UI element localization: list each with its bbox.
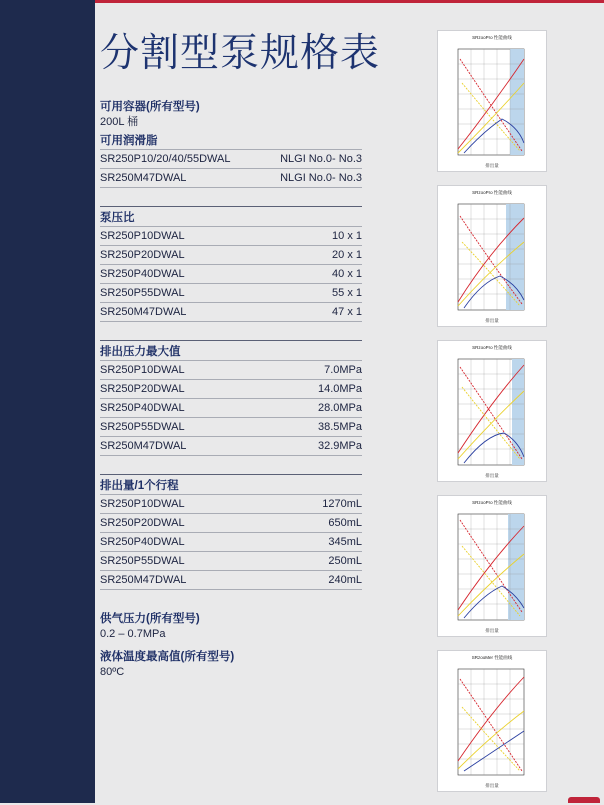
- row-value: NLGI No.0- No.3: [280, 153, 362, 165]
- table-row: [100, 399, 362, 418]
- table-row: [100, 265, 362, 284]
- row-model: SR250P55DWAL: [100, 287, 185, 299]
- pressure-heading: 排出压力最大值: [100, 346, 181, 358]
- row-value: 47 x 1: [332, 306, 362, 318]
- performance-chart: [437, 185, 547, 327]
- row-value: 40 x 1: [332, 268, 362, 280]
- table-row: [100, 571, 362, 590]
- table-row: [100, 495, 362, 514]
- x-axis-label: 排出量: [485, 163, 499, 168]
- table-row: [100, 380, 362, 399]
- x-axis-label: 排出量: [485, 783, 499, 788]
- container-heading: 可用容器(所有型号): [100, 101, 200, 113]
- row-model: SR250M47DWAL: [100, 440, 187, 452]
- table-row: [100, 361, 362, 380]
- table-row: [100, 552, 362, 571]
- chart-title: SRzooPro 性能曲线: [472, 345, 512, 350]
- row-model: SR250P10/20/40/55DWAL: [100, 153, 231, 165]
- row-value: 345mL: [328, 536, 362, 548]
- table-row: [100, 169, 362, 188]
- performance-chart-column: [437, 30, 547, 805]
- row-value: 650mL: [328, 517, 362, 529]
- row-model: SR250M47DWAL: [100, 574, 187, 586]
- container-value: 200L 桶: [100, 116, 139, 128]
- discharge-rows: [100, 494, 362, 590]
- chart-title: SRzooPro 性能曲线: [472, 500, 512, 505]
- x-axis-label: 排出量: [485, 473, 499, 478]
- table-row: [100, 227, 362, 246]
- section-divider: [100, 474, 362, 475]
- row-value: 28.0MPa: [317, 402, 362, 414]
- row-value: 55 x 1: [332, 287, 362, 299]
- row-value: 250mL: [328, 555, 362, 567]
- performance-chart: [437, 495, 547, 637]
- row-model: SR250P10DWAL: [100, 230, 185, 242]
- chart-title: SRzooMer 性能曲线: [471, 655, 513, 660]
- table-row: [100, 533, 362, 552]
- chart-title: SRzooPro 性能曲线: [472, 35, 512, 40]
- navy-side-band: [0, 0, 95, 803]
- row-model: SR250P20DWAL: [100, 517, 185, 529]
- lubricant-rows: [100, 149, 362, 188]
- row-model: SR250P10DWAL: [100, 364, 185, 376]
- lubricant-heading: 可用润滑脂: [100, 135, 158, 147]
- row-value: 1270mL: [322, 498, 362, 510]
- row-model: SR250P40DWAL: [100, 402, 185, 414]
- row-model: SR250P40DWAL: [100, 536, 185, 548]
- row-model: SR250P20DWAL: [100, 383, 185, 395]
- row-model: SR250P40DWAL: [100, 268, 185, 280]
- page-title: 分割型泵规格表: [100, 31, 381, 76]
- row-value: 7.0MPa: [324, 364, 362, 376]
- performance-chart: [437, 650, 547, 792]
- discharge-heading: 排出量/1个行程: [100, 480, 179, 492]
- air-supply-value: 0.2 – 0.7MPa: [100, 628, 166, 640]
- performance-chart: [437, 30, 547, 172]
- table-row: [100, 437, 362, 456]
- pressure-rows: [100, 360, 362, 456]
- x-axis-label: 排出量: [485, 628, 499, 633]
- fluid-temp-value: 80ºC: [100, 666, 125, 678]
- page-corner-tab: [568, 797, 600, 803]
- air-supply-heading: 供气压力(所有型号): [100, 613, 200, 625]
- x-axis-label: 排出量: [485, 318, 499, 323]
- row-model: SR250M47DWAL: [100, 172, 187, 184]
- row-model: SR250P55DWAL: [100, 555, 185, 567]
- row-value: 32.9MPa: [317, 440, 362, 452]
- row-model: SR250P55DWAL: [100, 421, 185, 433]
- fluid-temp-heading: 液体温度最高值(所有型号): [100, 651, 235, 663]
- row-model: SR250P10DWAL: [100, 498, 185, 510]
- chart-title: SRzooPro 性能曲线: [472, 190, 512, 195]
- table-row: [100, 284, 362, 303]
- row-value: 10 x 1: [332, 230, 362, 242]
- ratio-rows: [100, 226, 362, 322]
- row-value: 38.5MPa: [317, 421, 362, 433]
- row-value: 20 x 1: [332, 249, 362, 261]
- section-divider: [100, 206, 362, 207]
- table-row: [100, 303, 362, 322]
- row-model: SR250P20DWAL: [100, 249, 185, 261]
- section-divider: [100, 340, 362, 341]
- row-value: NLGI No.0- No.3: [280, 172, 362, 184]
- table-row: [100, 246, 362, 265]
- row-model: SR250M47DWAL: [100, 306, 187, 318]
- row-value: 240mL: [328, 574, 362, 586]
- table-row: [100, 514, 362, 533]
- spec-table: [100, 99, 362, 680]
- table-row: [100, 418, 362, 437]
- row-value: 14.0MPa: [317, 383, 362, 395]
- table-row: [100, 150, 362, 169]
- ratio-heading: 泵压比: [100, 212, 135, 224]
- performance-chart: [437, 340, 547, 482]
